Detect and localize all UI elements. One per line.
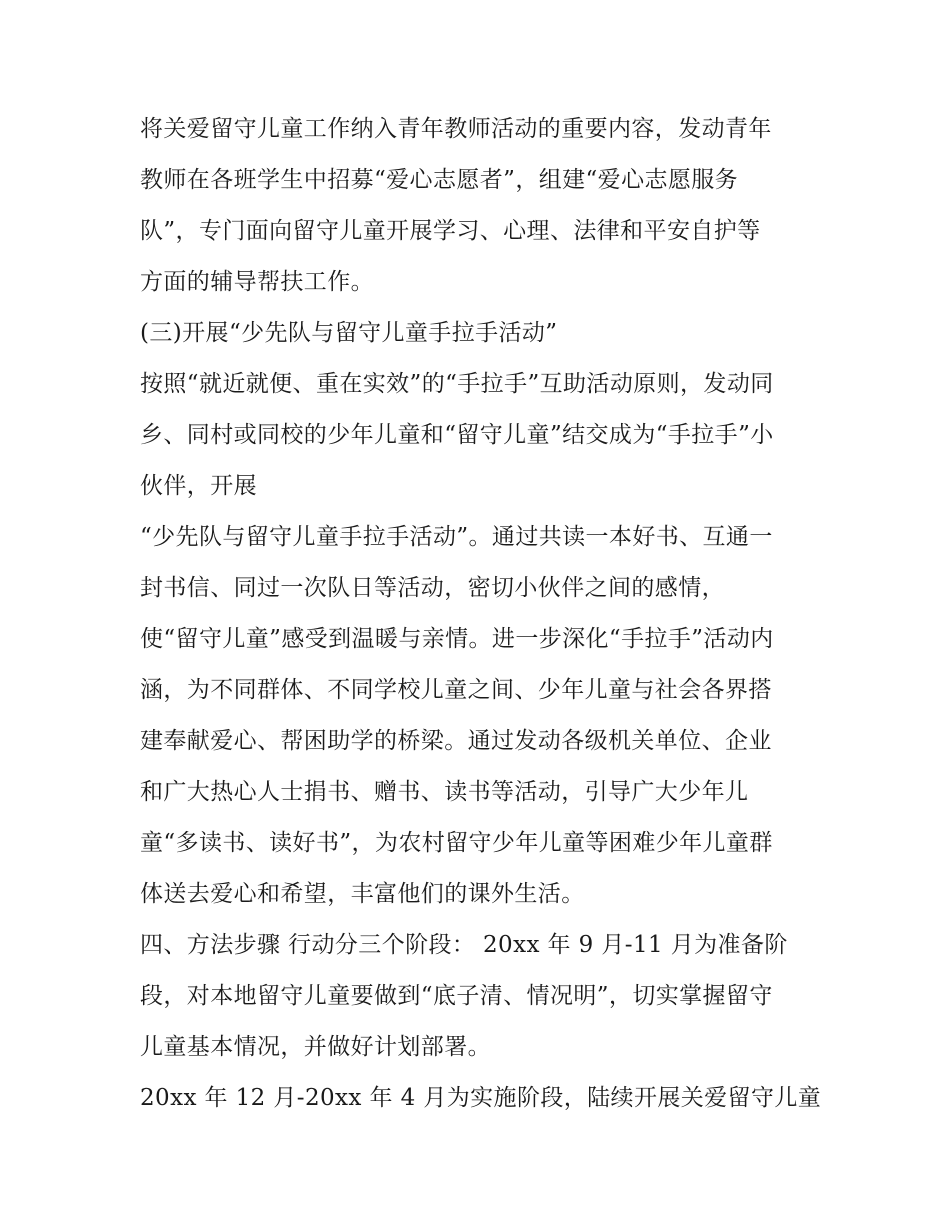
document-body	[140, 104, 820, 1124]
text-line: “少先队与留守儿童手拉手活动”。通过共读一本好书、互通一	[140, 524, 773, 550]
text-line: 儿童基本情况，并做好计划部署。	[140, 1034, 491, 1060]
text-line: 按照“就近就便、重在实效”的“手拉手”互助活动原则，发动同	[140, 371, 774, 397]
text-line: 伙伴，开展	[140, 473, 257, 499]
text-line: 封书信、同过一次队日等活动，密切小伙伴之间的感情，	[140, 575, 725, 601]
text-line: 童“多读书、读好书”，为农村留守少年儿童等困难少年儿童群	[140, 830, 773, 856]
text-line: 和广大热心人士捐书、赠书、读书等活动，引导广大少年儿	[140, 779, 749, 805]
text-line: 体送去爱心和希望，丰富他们的课外生活。	[140, 881, 585, 907]
text-line: 乡、同村或同校的少年儿童和“留守儿童”结交成为“手拉手”小	[140, 422, 774, 448]
text-line: 涵，为不同群体、不同学校儿童之间、少年儿童与社会各界搭	[140, 677, 772, 703]
text-line: 将关爱留守儿童工作纳入青年教师活动的重要内容，发动青年	[140, 116, 772, 142]
section-heading: (三)开展“少先队与留守儿童手拉手活动”	[140, 320, 558, 346]
section-heading: 四、方法步骤 行动分三个阶段： 20xx 年 9 月-11 月为准备阶	[140, 932, 788, 958]
text-line: 20xx 年 12 月-20xx 年 4 月为实施阶段，陆续开展关爱留守儿童	[140, 1085, 822, 1111]
text-line: 教师在各班学生中招募“爱心志愿者”，组建“爱心志愿服务	[140, 167, 739, 193]
text-line: 建奉献爱心、帮困助学的桥梁。通过发动各级机关单位、企业	[140, 728, 772, 754]
text-line: 方面的辅导帮扶工作。	[140, 269, 374, 295]
text-line: 队”，专门面向留守儿童开展学习、心理、法律和平安自护等	[140, 218, 761, 244]
text-line: 使“留守儿童”感受到温暖与亲情。进一步深化“手拉手”活动内	[140, 626, 774, 652]
text-line: 段，对本地留守儿童要做到“底子清、情况明”，切实掌握留守	[140, 983, 773, 1009]
